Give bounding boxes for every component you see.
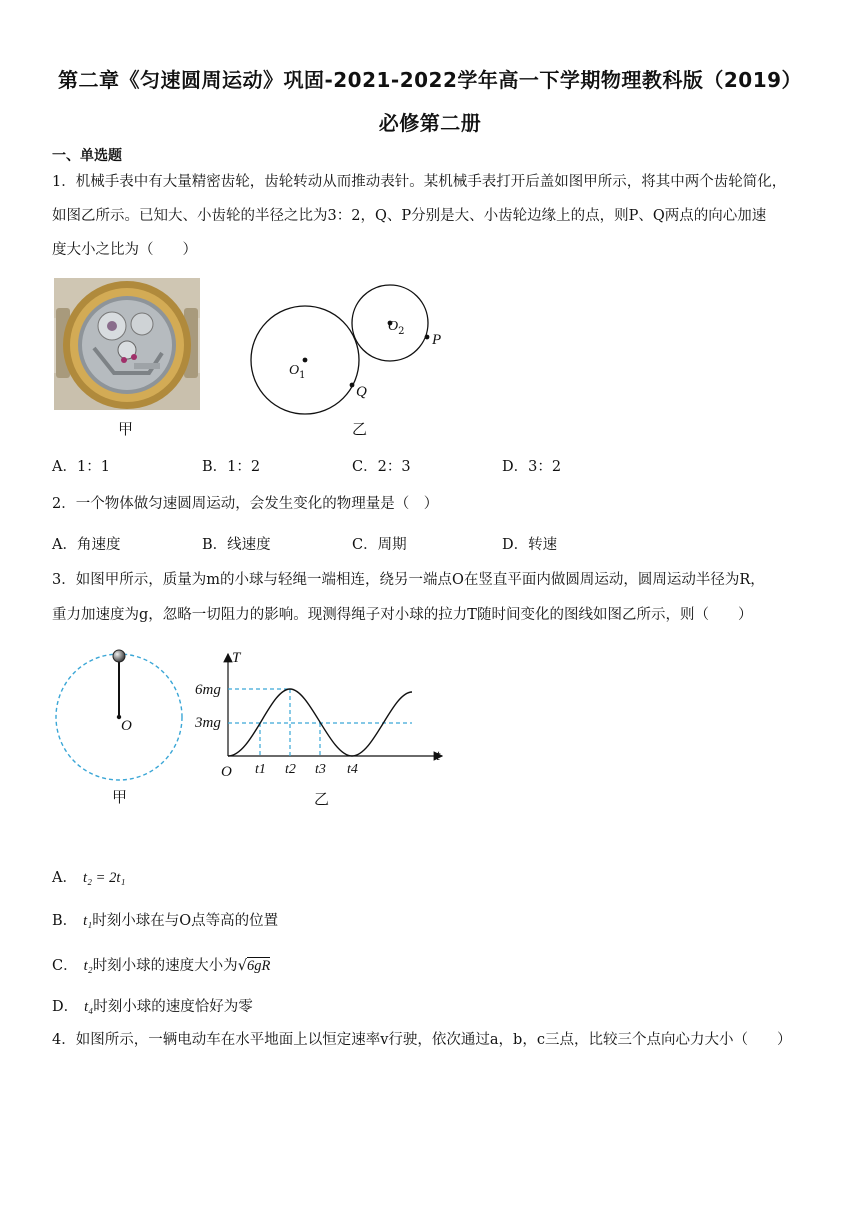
q1-line3: 度大小之比为（ ）: [52, 242, 197, 258]
label-q: Q: [356, 384, 367, 400]
q3-line1: 3．如图甲所示，质量为m的小球与轻绳一端相连，绕另一端点O在竖直平面内做圆周运动，圆周运动半径为R，: [52, 572, 765, 588]
q1-option-a[interactable]: A．1：1: [52, 459, 110, 475]
graph-tick-t1: t1: [255, 762, 266, 777]
q2-option-c[interactable]: C．周期: [352, 537, 407, 553]
pendulum-diagram: [50, 648, 190, 788]
graph-label-6mg: 6mg: [195, 682, 221, 698]
doc-title-line2: 必修第二册: [378, 111, 482, 135]
q1-option-b[interactable]: B．1：2: [202, 459, 261, 475]
q1-option-d[interactable]: D．3：2: [502, 459, 562, 475]
gears-diagram: [245, 276, 455, 416]
q3-line2: 重力加速度为g，忽略一切阻力的影响。现测得绳子对小球的拉力T随时间变化的图线如图乙所示，则（ ）: [52, 607, 753, 623]
q1-line1: 1．机械手表中有大量精密齿轮，齿轮转动从而推动表针。某机械手表打开后盖如图甲所示，将其中两个齿轮简化，: [52, 174, 787, 190]
sqrt-symbol: √: [237, 958, 247, 974]
q2-option-b[interactable]: B．线速度: [202, 537, 271, 553]
q2-line1: 2．一个物体做匀速圆周运动，会发生变化的物理量是（ ）: [52, 496, 439, 512]
graph-tick-t2: t2: [285, 762, 296, 777]
graph-label-t-axis: T: [232, 650, 241, 666]
q2-option-a[interactable]: A．角速度: [52, 537, 121, 553]
q2-option-d[interactable]: D．转速: [502, 537, 558, 553]
q3-fig-caption-b: 乙: [314, 790, 330, 808]
q3-option-b[interactable]: B． t₁时刻小球在与O点等高的位置: [52, 913, 279, 929]
q3-fig-caption-a: 甲: [112, 788, 128, 806]
section-heading: 一、单选题: [52, 148, 122, 164]
ball: [113, 650, 125, 662]
q-point: [350, 383, 355, 388]
p-point: [425, 335, 430, 340]
graph-label-origin: O: [221, 764, 232, 780]
graph-tick-t3: t3: [315, 762, 326, 777]
graph-label-3mg: 3mg: [195, 715, 221, 731]
q4-line1: 4．如图所示，一辆电动车在水平地面上以恒定速率v行驶，依次通过a，b，c三点，比较三个点向心力大小（ ）: [52, 1032, 792, 1048]
q3-option-c[interactable]: C． t₂时刻小球的速度大小为√6gR: [52, 958, 271, 974]
q1-option-c[interactable]: C．2：3: [352, 459, 411, 475]
q1-line2: 如图乙所示。已知大、小齿轮的半径之比为3：2，Q、P分别是大、小齿轮边缘上的点，则P、Q两点的向心加速: [52, 208, 767, 224]
graph-label-time-axis: t: [436, 748, 441, 764]
graph-tick-t4: t4: [347, 762, 358, 777]
label-o-center: O: [121, 718, 132, 734]
doc-title-line1: 第二章《匀速圆周运动》巩固-2021-2022学年高一下学期物理教科版（2019）: [57, 68, 803, 92]
label-o1: $O_1$: [289, 363, 306, 381]
watch-photo: [54, 278, 200, 410]
q1-fig-caption-b: 乙: [352, 420, 368, 438]
q3-option-d[interactable]: D． t₄时刻小球的速度恰好为零: [52, 999, 253, 1015]
q3-option-a[interactable]: A． t₂ = 2t₁: [52, 870, 126, 886]
q1-fig-caption-a: 甲: [118, 420, 134, 438]
label-p: P: [432, 332, 442, 348]
label-o2: $O_2$: [388, 319, 405, 337]
